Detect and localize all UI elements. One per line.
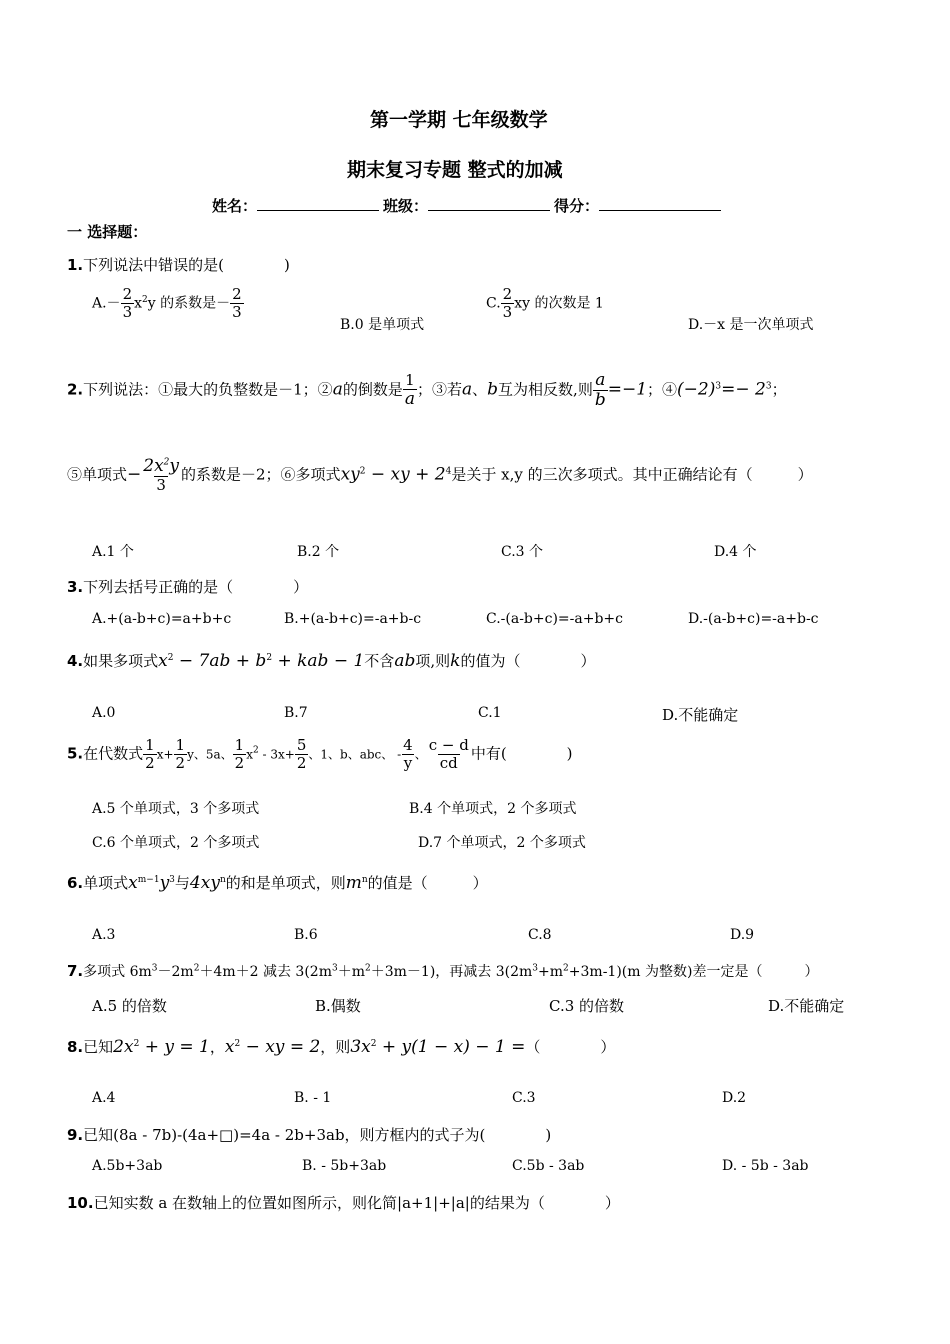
question-9-option-c: C.5b - 3ab [512,1158,585,1174]
question-6-option-d: D.9 [730,927,755,943]
fraction: $\frac{c - d}{cd}$ [428,736,469,772]
question-1-option-d: D.－x 是一次单项式 [688,317,814,333]
question-7-option-b: B.偶数 [315,997,361,1015]
question-4-option-a: A.0 [92,705,116,721]
question-8-option-d: D.2 [722,1090,747,1106]
question-4-option-d: D.不能确定 [662,706,739,724]
question-3-option-a: A.+(a-b+c)=a+b+c [92,611,232,627]
question-5-option-c: C.6 个单项式，2 个多项式 [92,835,260,851]
question-5-option-d: D.7 个单项式，2 个多项式 [418,835,586,851]
name-label: 姓名： [212,197,258,215]
question-1-option-b: B.0 是单项式 [340,317,425,333]
question-9-option-b: B. - 5b+3ab [302,1158,387,1174]
fraction: $\frac{2}{3}$ [502,285,513,321]
fraction: $\frac{4}{y}$ [403,736,413,772]
question-6-stem: 6.单项式$x^{m-1}y^3$与$4xy^n$的和是单项式，则$m^n$的值是（ ） [67,873,488,893]
question-3-stem: 3.下列去括号正确的是（ ） [67,578,309,596]
question-number: 1. [67,256,84,274]
question-number: 4. [67,652,84,670]
question-3-option-d: D.-(a-b+c)=-a+b-c [688,611,819,627]
question-8-option-b: B. - 1 [294,1090,332,1106]
question-4-option-b: B.7 [284,705,308,721]
question-6-option-a: A.3 [92,927,116,943]
question-8-stem: 8.已知$2x^2 + y = 1$，$x^2$ − xy = 2，则$3x^2 + y(1 - x) - 1$ =（ ） [67,1037,616,1057]
question-text: 下列说法中错误的是( ) [83,256,290,274]
question-number: 7. [67,962,84,980]
question-number: 2. [67,380,84,399]
question-number: 8. [67,1038,84,1056]
question-number: 6. [67,874,84,892]
fraction: $\frac{2}{3}$ [232,285,242,321]
question-6-option-c: C.8 [528,927,552,943]
fraction: $\frac{1}{2}$ [234,736,245,772]
fraction: $\frac{2x^2y}{3}$ [143,456,180,494]
question-4-stem: 4.如果多项式$x^2 - 7ab + b^2$ + kab − 1不含ab项,则k的值为（ ） [67,651,596,671]
question-2-option-a: A.1 个 [92,544,134,560]
question-8-option-c: C.3 [512,1090,536,1106]
question-6-option-b: B.6 [294,927,318,943]
question-2-line-2: ⑤单项式− $\frac{2x^2y}{3}$ 的系数是－2；⑥多项式$xy^2$ − xy + $2^4$是关于 x,y 的三次多项式。其中正确结论有（ ） [67,456,813,494]
question-10-stem: 10.已知实数 a 在数轴上的位置如图所示，则化简|a+1|+|a|的结果为（ ） [67,1194,620,1212]
question-5-option-b: B.4 个单项式，2 个多项式 [409,801,577,817]
question-4-option-c: C.1 [478,705,502,721]
question-9-stem: 9.已知(8a - 7b)-(4a+□)=4a - 2b+3ab，则方框内的式子为( ) [67,1126,552,1144]
question-1-option-a: A.－ $\frac{2}{3}$ $x^2y$ 的系数是－ $\frac{2}{3}$ [92,285,242,321]
student-info-row [212,195,725,216]
option-label: A.－ [92,295,121,312]
question-2-option-d: D.4 个 [714,544,757,560]
question-7-option-a: A.5 的倍数 [92,997,167,1015]
question-2-option-c: C.3 个 [501,544,544,560]
class-label: 班级： [383,197,429,215]
fraction: $\frac{1}{2}$ [145,736,155,772]
question-5-stem: 5.在代数式 $\frac{1}{2}$ x+ $\frac{1}{2}$ y、5a、 $\frac{1}{2}$ $x^2 - 3x+$ $\frac{5}{2}$ 、1、b、abc、 - $\frac{4}{y}$ 、 $\frac{c - d}{cd}$ 中有( ) [67,736,573,772]
question-1-option-c: C. $\frac{2}{3}$ xy 的次数是 1 [486,285,604,321]
title-line-1: 第一学期 七年级数学 [370,109,548,131]
fraction: $\frac{1}{a}$ [404,371,415,409]
question-2-line-1: 2.下列说法：①最大的负整数是－1；②a的倒数是 $\frac{1}{a}$ ；③若a、b互为相反数,则 $\frac{a}{b}$ =−1；$④(-2)^3=- 2^3$； [67,370,787,410]
title-line-2: 期末复习专题 整式的加减 [347,159,563,181]
question-9-option-a: A.5b+3ab [92,1158,163,1174]
question-number: 5. [67,744,84,763]
class-blank[interactable] [428,196,550,211]
question-1-stem [67,254,290,275]
fraction: $\frac{2}{3}$ [122,285,133,321]
question-number: 10. [67,1194,94,1212]
section-heading: 一 选择题： [67,223,148,241]
question-2-option-b: B.2 个 [297,544,340,560]
name-blank[interactable] [257,196,379,211]
score-label: 得分： [554,197,600,215]
question-number: 3. [67,578,84,596]
fraction: $\frac{1}{2}$ [175,736,186,772]
question-7-option-d: D.不能确定 [768,997,845,1015]
score-blank[interactable] [599,196,721,211]
question-number: 9. [67,1126,84,1144]
question-5-option-a: A.5 个单项式，3 个多项式 [92,801,260,817]
question-9-option-d: D. - 5b - 3ab [722,1158,809,1174]
fraction: $\frac{a}{b}$ [594,370,606,410]
question-8-option-a: A.4 [92,1090,116,1106]
question-3-option-c: C.-(a-b+c)=-a+b+c [486,611,623,627]
question-7-option-c: C.3 的倍数 [549,997,625,1015]
question-3-option-b: B.+(a-b+c)=-a+b-c [284,611,422,627]
fraction: $\frac{5}{2}$ [296,736,307,772]
question-7-stem: 7.多项式 $6m^3-2m^2+4m+2$ 减去 $3(2m^3+m^2+3m-1)$，再减去 $3(2m^3+m^2+3m-1)(m$ 为整数)差一定是（ ） [67,962,819,980]
